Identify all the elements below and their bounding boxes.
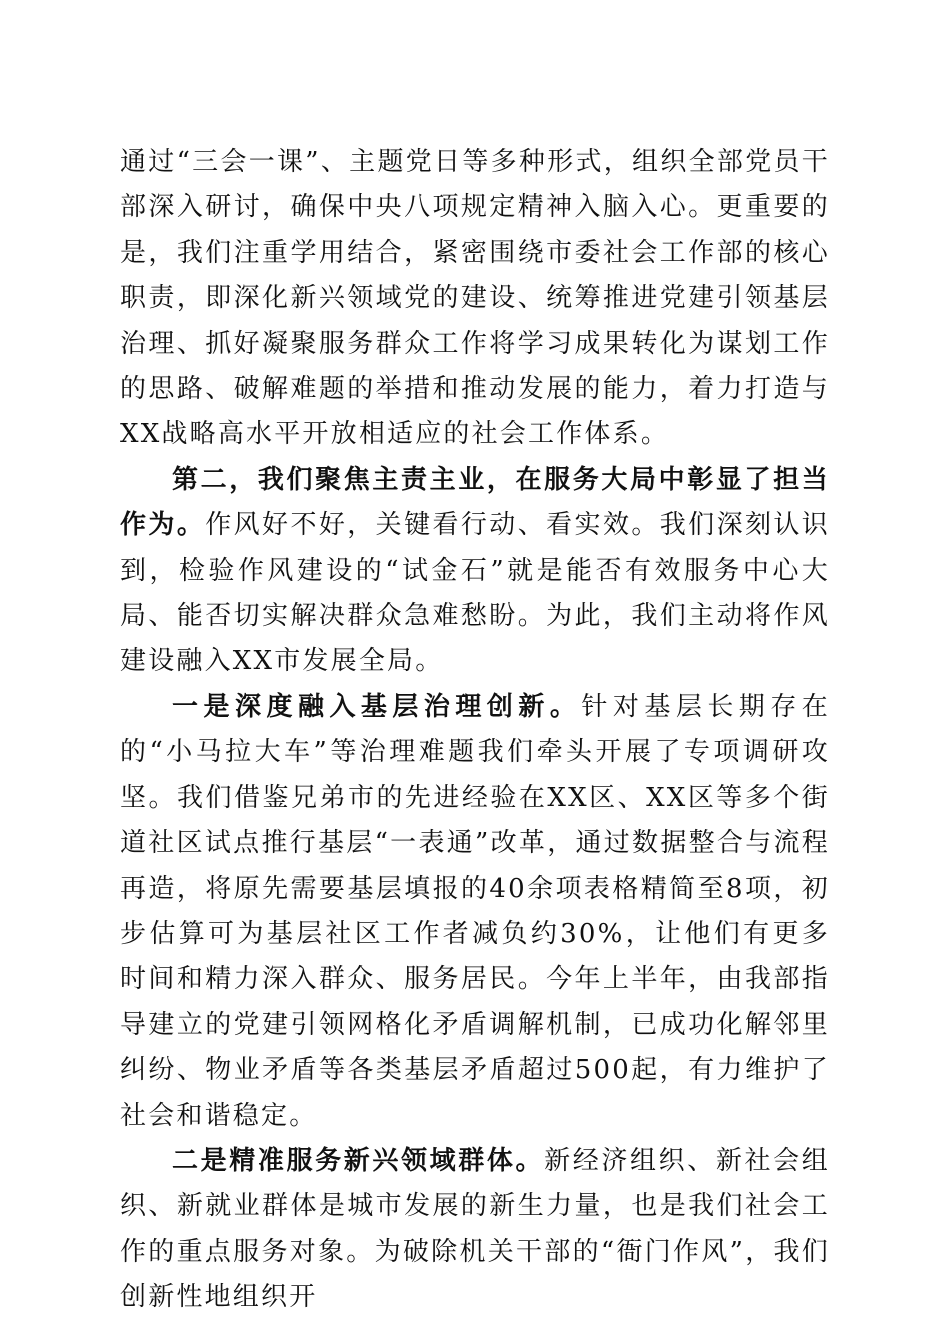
paragraph-heading: 一是深度融入基层治理创新。: [172, 691, 582, 722]
paragraph-grassroots-governance: [120, 685, 830, 1139]
paragraph-continuation: [120, 140, 830, 458]
paragraph-text: 新经济组织、新社会组织、新就业群体是城市发展的新生力量，也是我们社会工作的重点服务对象。为破除机关干部的“衙门作风”，我们创新性地组织开: [120, 1145, 830, 1313]
paragraph-text: 作风好不好，关键看行动、看实效。我们深刻认识到，检验作风建设的“试金石”就是能否有效服务中心大局、能否切实解决群众急难愁盼。为此，我们主动将作风建设融入XX市发展全局。: [120, 510, 830, 677]
paragraph-heading: 第二，我们聚焦主责主业，在服务大局中彰显了担当作为。: [120, 464, 830, 541]
paragraph-heading: 二是精准服务新兴领域群体。: [172, 1145, 545, 1176]
paragraph-second-point: [120, 458, 830, 685]
paragraph-text: 针对基层长期存在的“小马拉大车”等治理难题我们牵头开展了专项调研攻坚。我们借鉴兄弟市的先进经验在XX区、XX区等多个街道社区试点推行基层“一表通”改革，通过数据整合与流程再造，将原先需要基层填报的40余项表格精简至8项，初步估算可为基层社区工作者减负约30%，让他们有更多时间和精力深入群众、服务居民。今年上半年，由我部指导建立的党建引领网格化矛盾调解机制，已成功化解邻里纠纷、物业矛盾等各类基层矛盾超过500起，有力维护了社会和谐稳定。: [120, 691, 830, 1131]
document-page: [120, 140, 830, 1321]
paragraph-emerging-groups: [120, 1139, 830, 1321]
paragraph-text: 通过“三会一课”、主题党日等多种形式，组织全部党员干部深入研讨，确保中央八项规定精神入脑入心。更重要的是，我们注重学用结合，紧密围绕市委社会工作部的核心职责，即深化新兴领域党的建设、统筹推进党建引领基层治理、抓好凝聚服务群众工作将学习成果转化为谋划工作的思路、破解难题的举措和推动发展的能力，着力打造与XX战略高水平开放相适应的社会工作体系。: [120, 147, 830, 450]
